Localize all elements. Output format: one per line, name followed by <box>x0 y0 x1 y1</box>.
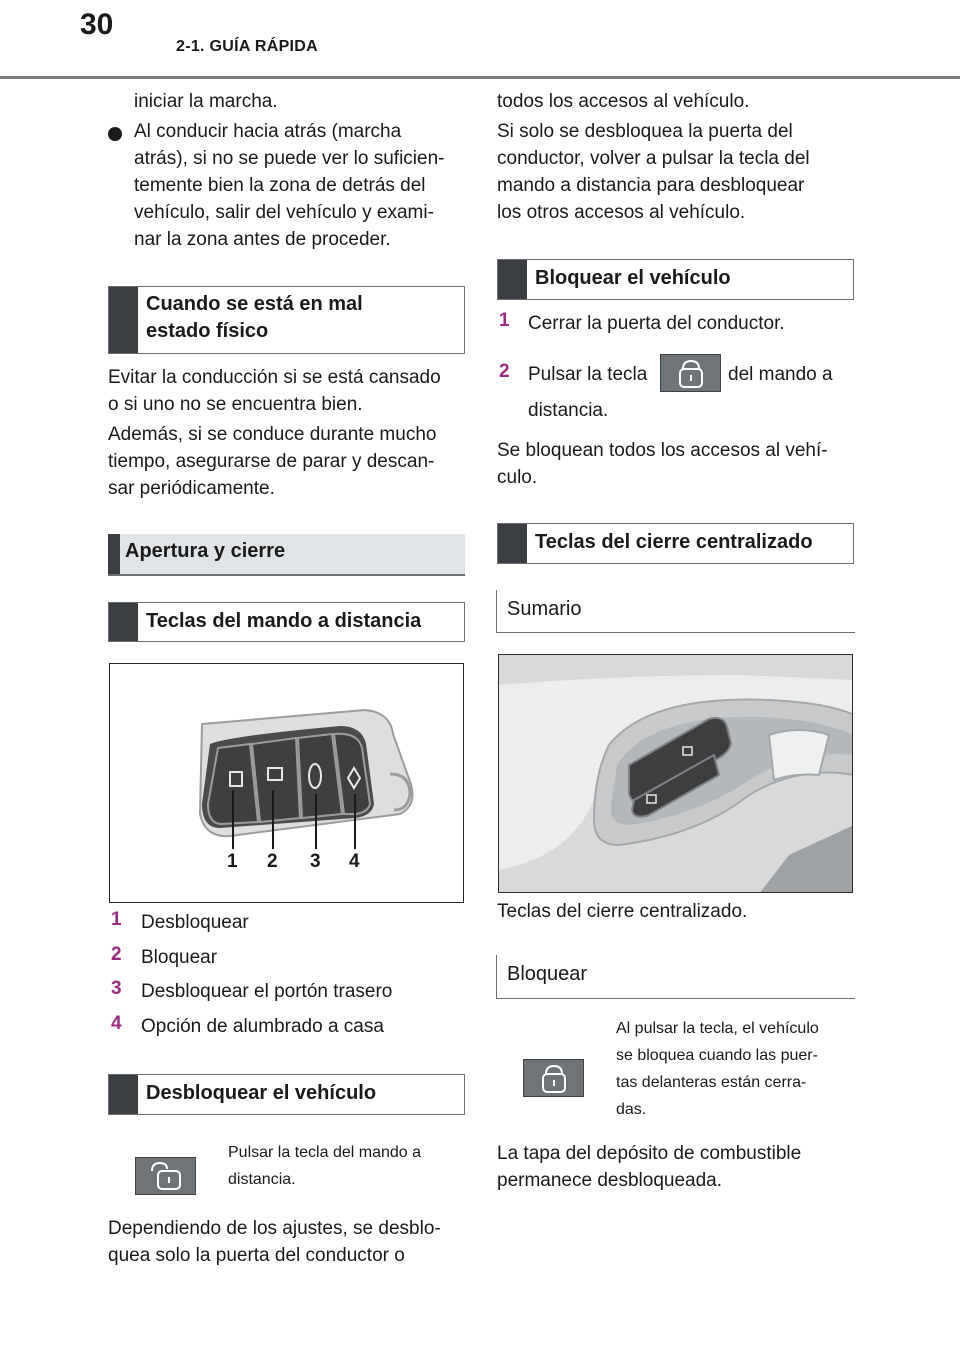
fuel-door-paragraph: La tapa del depósito de combustible permanece desbloqueada. <box>497 1143 802 1191</box>
tired-paragraph-1: Evitar la conducción si se está cansado o si uno no se encuentra bien. <box>108 367 441 415</box>
list-item: 4 Opción de alumbrado a casa <box>111 1012 384 1037</box>
lock-step-2-text-after: del mando a <box>728 364 833 385</box>
unlock-key-button <box>135 1157 196 1195</box>
lock-step-2-text: Pulsar la tecla <box>528 364 648 385</box>
lock-icon <box>524 1060 585 1098</box>
chapter-title: 2-1. GUÍA RÁPIDA <box>176 38 319 55</box>
heading-box-central-locking: Teclas del cierre centralizado <box>497 523 854 564</box>
page-number: 30 <box>80 8 114 41</box>
lock-step-2-continuation: distancia. <box>528 400 609 421</box>
right-continuation: todos los accesos al vehículo. <box>497 91 750 112</box>
unlock-all-paragraph: Si solo se desbloquea la puerta del conductor, volver a pulsar la tecla del mando a distancia para desbloquear los otros accesos al vehículo. <box>497 121 810 223</box>
lock-result-paragraph: Se bloquean todos los accesos al vehí- culo. <box>497 440 828 488</box>
door-panel-illustration <box>499 655 853 893</box>
unlock-note: Pulsar la tecla del mando a distancia. <box>228 1144 421 1188</box>
bullet-dot-icon <box>108 127 122 141</box>
central-lock-note: Al pulsar la tecla, el vehículo se bloquea cuando las puer- tas delanteras están cerra- das. <box>616 1020 819 1118</box>
list-item: 2 Bloquear <box>111 943 218 968</box>
section-heading-opening: Apertura y cierre <box>108 534 465 576</box>
figure-callout-3: 3 <box>310 851 321 872</box>
figure-callout-1: 1 <box>227 851 238 872</box>
lock-step-1-text: Cerrar la puerta del conductor. <box>528 313 785 334</box>
remote-key-figure <box>109 663 464 903</box>
figure-callout-4: 4 <box>349 851 360 872</box>
list-item: 3 Desbloquear el portón trasero <box>111 978 393 1002</box>
bullet-paragraph: Al conducir hacia atrás (marcha atrás), si no se puede ver lo suficien- temente bien la zona de detrás del vehículo, salir del vehículo y exami- nar la zona antes de proceder. <box>134 121 445 250</box>
remote-keys-list <box>111 909 471 1047</box>
header-rule <box>0 76 960 79</box>
remote-key-illustration <box>110 664 464 903</box>
lock-step-1: 1 <box>499 310 510 331</box>
lock-step-2: 2 <box>499 361 510 382</box>
unlock-paragraph: Dependiendo de los ajustes, se desblo- quea solo la puerta del conductor o <box>108 1218 441 1266</box>
central-lock-key-button <box>523 1059 584 1097</box>
list-item: 1 Desbloquear <box>111 909 249 933</box>
intro-text: iniciar la marcha. <box>134 91 278 112</box>
heading-box-lock: Bloquear el vehículo <box>497 259 854 300</box>
heading-box-physical-state: Cuando se está en mal estado físico <box>108 286 465 354</box>
subheading-summary: Sumario <box>496 590 855 633</box>
heading-bar <box>109 287 138 353</box>
figure-caption: Teclas del cierre centralizado. <box>497 901 748 922</box>
subheading-lock: Bloquear <box>496 955 855 999</box>
central-locking-figure <box>498 654 853 893</box>
lock-icon <box>661 355 722 393</box>
heading-box-unlock: Desbloquear el vehículo <box>108 1074 465 1115</box>
tired-paragraph-2: Además, si se conduce durante mucho tiempo, asegurarse de parar y descan- sar periódicamente. <box>108 424 437 499</box>
lock-key-button <box>660 354 721 392</box>
heading-box-remote-keys: Teclas del mando a distancia <box>108 602 465 642</box>
unlock-icon <box>136 1158 197 1196</box>
figure-callout-2: 2 <box>267 851 278 872</box>
